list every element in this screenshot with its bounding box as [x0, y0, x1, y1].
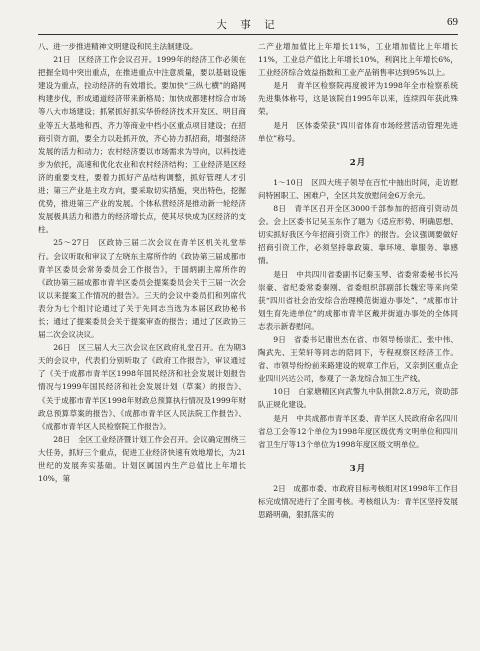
- paragraph: 是月 中共成都市青羊区委、青羊区人民政府命名四川省总工会等12个单位为1998年度区级优秀文明单位和四川省卫生厅等13个单位为1998年度区级文明单位。: [258, 413, 458, 449]
- running-header: [38, 16, 458, 35]
- paragraph: 21日 区经济工作会议召开。1999年的经济工作必须在把握全局中突出重点，在推进重点中注意质量，要以基础设施建设为重点，拉动经济的有效增长。要加快“三纵七横”的路网构建步伐，形成通道经济带来新格局；加快成都建材综合市场等八大市场建设；抓紧抓好抓实华侨经济技术开发区、明目商业等五大基地和西、齐力等商业中档小区重点项目建设；在招商引资方面，要全力以赴抓开放，齐心协力抓招商，增强经济发展的活力和动力；农村经济要以市场需求为导向，以科技进步为依托，高速和优化农业和农村经济结构；工业经济是区经济的重要支柱，要着力抓好产品结构调整，抓好管理人才引进；第三产业是主攻方向，要采取切实措施，突出特色，挖掘优势，推进第三产业的发展。个体私营经济是推动新一轮经济发展极具活力和潜力的经济增长点，使其尽快成为区经济的支柱。: [38, 55, 246, 235]
- paragraph: 2日 成都市委、市政府目标考核组对区1998年工作目标完成情况进行了全面考核。考核组认为：青羊区坚持发展思路明确，狠抓落实的: [258, 483, 458, 520]
- paragraph: 28日 全区工业经济暨计划工作会召开。会议确定围绕三大任务，抓好三个重点，促进工业经济快速有效地增长，为21世纪的发展奔实基础。计划区属国内生产总值比上年增长10%，第: [38, 434, 246, 484]
- header-title: 大 事 记: [216, 19, 280, 31]
- paragraph: 二产业增加值比上年增长11%，工业增加值比上年增长11%，工业总产值比上年增长10%，利润比上年增长6%，工业经济综合效益指数和工业产品销售率达到95%以上。: [258, 42, 458, 78]
- paragraph: 10日 白家塘精区向武警九中队捐款2.8万元，资助部队正规化建设。: [258, 387, 458, 410]
- right-column: [258, 40, 458, 521]
- paragraph: 是日 中共四川省委副书记秦玉琴、省委常委秘书长冯崇豪、省纪委常委秦刚、省委组织部副部长魏宏等来向荣获“四川省社会治安综合治理模范街道办事处”、“成都市计划生育先进单位”的成都市青羊区戴并街道办事处的全体同志表示新春慰问。: [258, 269, 458, 331]
- month-heading-march: 3月: [349, 463, 367, 474]
- left-column: [38, 40, 246, 485]
- paragraph: 是月 区体委荣获“四川省体育市场经营活动管理先进单位”称号。: [258, 120, 458, 143]
- paragraph: 八、进一步推进精神文明建设和民主法制建设。: [38, 42, 198, 51]
- paragraph: 8日 青羊区召开全区3000千部参加的招商引资动员会。会上区委书记吴玉东作了题为《适应形势、明确思想、切实抓好我区今年招商引资工作》的报告。会议强调要做好招商引资工作，必须坚持靠政策、靠环境、靠服务、靠感情。: [258, 204, 458, 266]
- paragraph: 26日 区三届人大三次会议在区政府礼堂召开。在为期3天的会议中，代表们分别听取了《政府工作报告》，审议通过了《关于成都市青羊区1998年国民经济和社会发展计划报告情况与1999年国民经济和社会发展计划（草案）的报告》、《关于成都市青羊区1998年财政总预算执行情况及1999年财政总预算草案的报告》、《成都市青羊区人民法院工作报告》、《成都市青羊区人民检察院工作报告》。: [38, 343, 246, 431]
- month-heading-february: 2月: [349, 157, 367, 168]
- paragraph: 是月 青羊区检察院再度被评为1998年全市检察系统先进集体称号，这是该院自1995年以来，连续四年获此殊荣。: [258, 81, 458, 117]
- paragraph: 9日 省委书记谢世杰在省、市领导杨崇汇、张中伟、陶武先、王荣轩等同志的陪同下，专程视察区经济工作。省、市领导纷纷前来路建设的规章工作后，又亲到区重点企业四川兴达公司，参观了一条龙综合加工生产线。: [258, 334, 458, 384]
- paragraph: 1～10日 区四大班子领导在百忙中抽出时间，走访慰问特困职工、困难户，全区共发放慰问金6万余元。: [258, 177, 458, 200]
- paragraph: 25～27日 区政协三届二次会议在青羊区机关礼堂举行。会议听取和审议了左晓东主席所作的《政协第三届成都市青羊区委员会常务委员会工作报告》，于国炳副主席所作的《政协第三届成都市青羊区委员会提案委员会关于三届一次会议以来提案工作情况的报告》。三天的会议中委员们和列席代表分为七个组讨论通过了关于先同志当选为本届区政协秘书长；通过了提案委员会关于提案审查的报告；通过了区政协三届二次会议决议。: [38, 238, 246, 340]
- page-number: 69: [447, 16, 458, 28]
